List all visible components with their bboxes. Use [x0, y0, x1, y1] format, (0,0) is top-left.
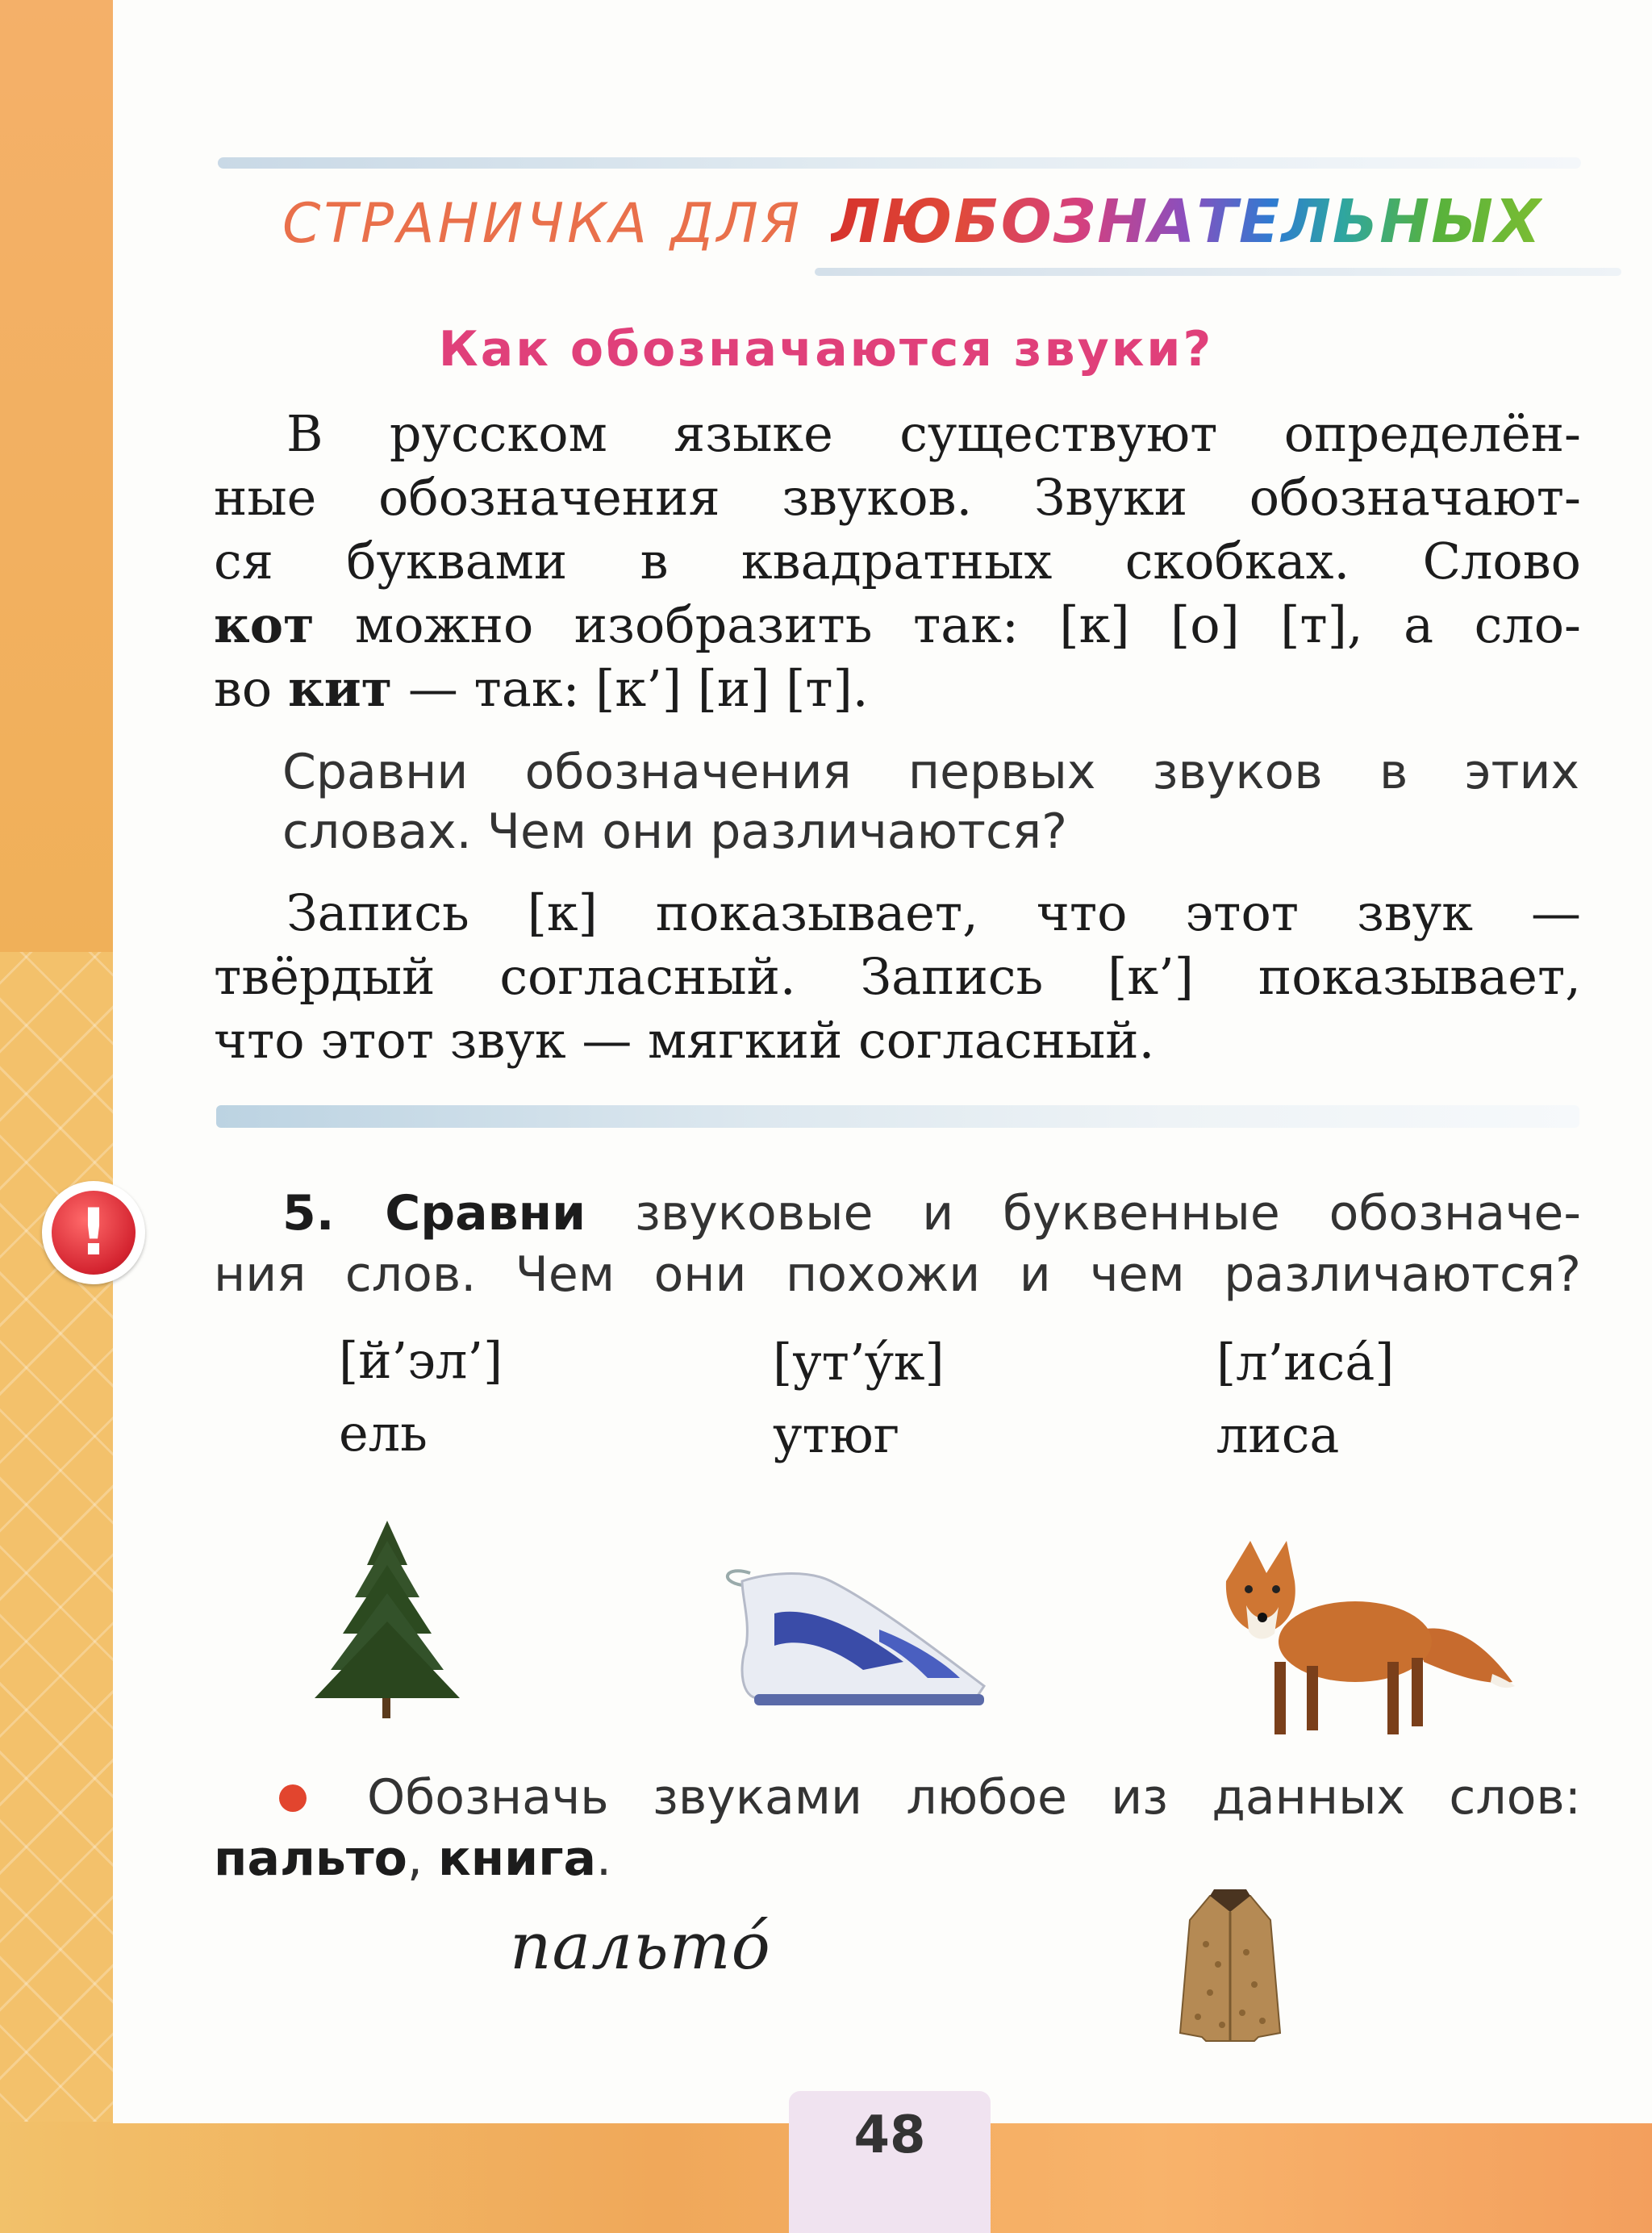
intro-text: во [214, 659, 288, 718]
intro-line: ные обозначения звуков. Звуки обозначают- [214, 468, 1581, 527]
bold-word: кот [214, 595, 315, 654]
intro-paragraph [214, 402, 1581, 720]
transcription: [ут’ýк] [773, 1333, 945, 1392]
task-line [214, 1183, 1581, 1244]
bold-word: кит [287, 659, 393, 718]
page-number: 48 [853, 2106, 926, 2165]
intro-line [214, 657, 1581, 720]
header-label: СТРАНИЧКА ДЛЯ [282, 192, 803, 256]
attention-icon [42, 1181, 145, 1284]
transcription: [й’эл’] [339, 1331, 503, 1390]
intro-text: можно изобразить так: [к] [о] [т], а сло- [314, 595, 1581, 654]
hint-paragraph [214, 1767, 1581, 1889]
intro-line: ся буквами в квадратных скобках. Слово [214, 532, 1581, 591]
left-margin-pattern [0, 952, 121, 2233]
hint-text: . [596, 1830, 612, 1887]
task-number: 5. Сравни [282, 1185, 586, 1242]
word-pair-lisa [1216, 1333, 1394, 1464]
iron-icon [718, 1549, 992, 1718]
task-text: звуковые и буквенные обозначе- [586, 1185, 1581, 1242]
fir-tree-icon [307, 1517, 468, 1726]
task-line: ния слов. Чем они похожи и чем различаются? [214, 1246, 1581, 1303]
word: лиса [1216, 1405, 1340, 1464]
word: утюг [773, 1405, 900, 1464]
hint-text: , [407, 1830, 438, 1887]
word: ель [339, 1404, 428, 1463]
hint-line: Обозначь звуками любое из данных слов: [367, 1769, 1581, 1826]
transcription: [л’исá] [1216, 1333, 1395, 1392]
exclamation-icon: ! [52, 1191, 136, 1275]
word-pair-el [339, 1331, 503, 1463]
section-title: Как обозначаются звуки? [438, 321, 1214, 378]
bold-word: пальто [214, 1830, 407, 1887]
bold-word: книга [437, 1830, 597, 1887]
section-divider [216, 1105, 1579, 1128]
header-label-colored: ЛЮБОЗНАТЕЛЬНЫХ [831, 187, 1542, 257]
question-line: Сравни обозначения первых звуков в этих [282, 744, 1579, 800]
header-decor-underline [815, 268, 1621, 276]
coat-icon [1174, 1888, 1287, 2049]
question-paragraph [282, 742, 1579, 862]
explanation-paragraph [214, 881, 1581, 1072]
handwritten-word: пальтó [510, 1909, 771, 1984]
task-5 [214, 1183, 1581, 1305]
header-decor-line [218, 157, 1581, 169]
question-line: словах. Чем они различаются? [282, 803, 1067, 860]
intro-line [214, 593, 1581, 657]
word-pair-utyug [773, 1333, 945, 1464]
intro-line: В русском языке существуют определён- [286, 404, 1581, 463]
intro-text: — так: [к’] [и] [т]. [392, 659, 869, 718]
explanation-line: что этот звук — мягкий согласный. [214, 1011, 1155, 1070]
hint-line [214, 1828, 1581, 1889]
explanation-line: Запись [к] показывает, что этот звук — [286, 883, 1581, 942]
explanation-line: твёрдый согласный. Запись [к’] показывает, [214, 947, 1581, 1006]
fox-icon [1218, 1533, 1516, 1743]
